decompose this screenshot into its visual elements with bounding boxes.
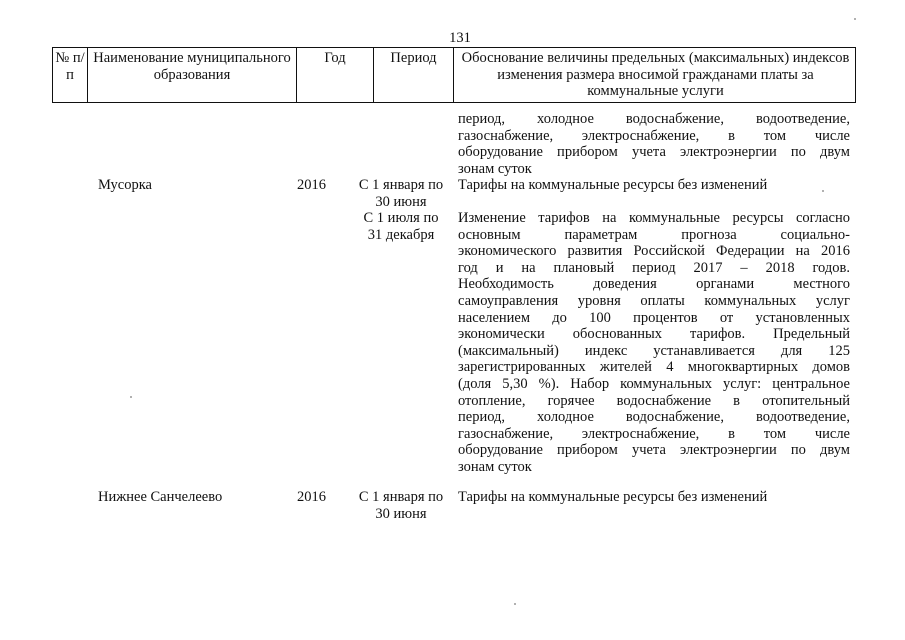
text-line: год и на плановый период 2017 – 2018 годов. xyxy=(458,259,850,276)
header-year: Год xyxy=(297,48,374,102)
text-line: Изменение тарифов на коммунальные ресурсы согласно xyxy=(458,210,850,226)
text-line: основным параметрам прогноза социально- xyxy=(458,226,850,243)
text-line: населением до 100 процентов от установленных xyxy=(458,309,850,326)
text-line: Необходимость доведения органами местного xyxy=(458,276,850,293)
text-line: зонам суток xyxy=(458,459,532,475)
text-line: самоуправления уровня оплаты коммунальных услуг xyxy=(458,293,850,309)
text-line: период, холодное водоснабжение, водоотведение, xyxy=(458,409,850,426)
municipality-name: Мусорка xyxy=(98,177,152,193)
text-line: газоснабжение, электроснабжение, в том числе xyxy=(458,425,850,442)
text-line: зарегистрированных жителей 4 многоквартирных домов xyxy=(458,359,850,376)
text-line: отопление, горячее водоснабжение в отопительный xyxy=(458,392,850,409)
period-cell: С 1 июля по 31 декабря xyxy=(363,210,439,243)
table-header xyxy=(52,47,856,103)
text-line: оборудование прибором учета электроэнергии по двум xyxy=(458,442,850,459)
text-line: экономического развития Российской Федерации на 2016 xyxy=(458,243,850,260)
text-line: период, холодное водоснабжение, водоотведение, xyxy=(458,111,850,127)
header-number: № п/п xyxy=(53,48,88,102)
header-municipality: Наименование муниципального образования xyxy=(88,48,297,102)
scan-speck xyxy=(822,190,824,192)
text-line: оборудование прибором учета электроэнергии по двум xyxy=(458,144,850,161)
text-line: газоснабжение, электроснабжение, в том числе xyxy=(458,127,850,144)
text-line: (доля 5,30 %). Набор коммунальных услуг: центральное xyxy=(458,376,850,392)
text-line: (максимальный) индекс устанавливается для 125 xyxy=(458,342,850,359)
header-period: Период xyxy=(374,48,454,102)
page-number: 131 xyxy=(449,30,471,46)
header-justification: Обоснование величины предельных (максимальных) индексов изменения размера вносимой гражданами платы за коммунальные услуги xyxy=(461,50,850,99)
justification-cell: Тарифы на коммунальные ресурсы без изменений xyxy=(458,489,768,505)
justification-cell: Тарифы на коммунальные ресурсы без изменений xyxy=(458,177,768,193)
year-cell: 2016 xyxy=(297,177,326,193)
period-cell: С 1 января по 30 июня xyxy=(358,177,444,210)
municipality-name: Нижнее Санчелеево xyxy=(98,489,223,505)
scan-speck xyxy=(854,18,856,20)
period-cell: С 1 января по 30 июня xyxy=(358,489,444,522)
scan-speck xyxy=(514,603,516,605)
text-line: экономически обоснованных тарифов. Предельный xyxy=(458,326,850,343)
scan-speck xyxy=(130,396,132,398)
text-line: зонам суток xyxy=(458,160,532,177)
year-cell: 2016 xyxy=(297,489,326,505)
